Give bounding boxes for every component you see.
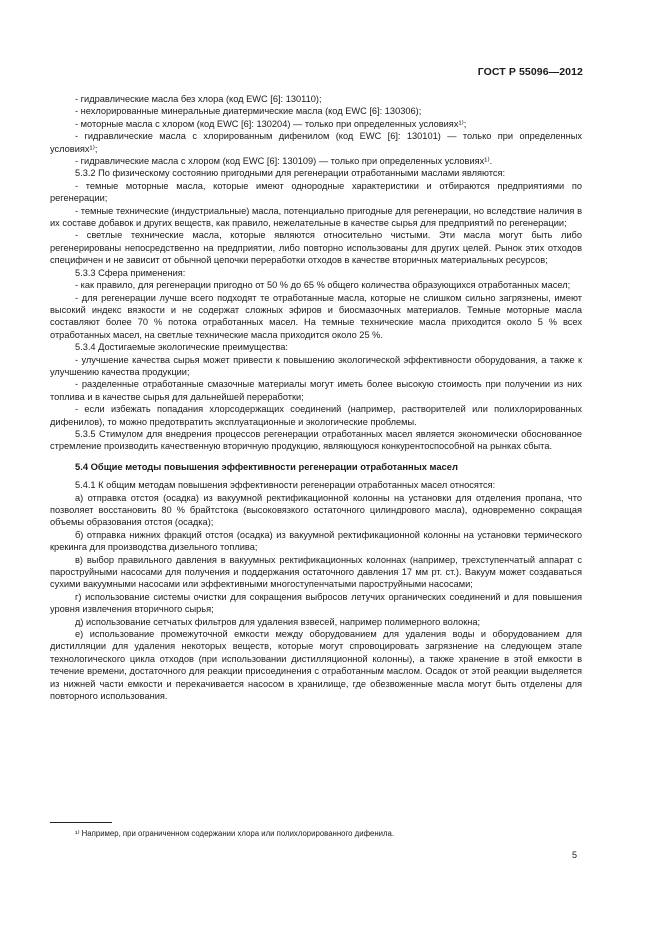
list-item: - темные моторные масла, которые имеют однородные характеристики и отбираются предприятиями по регенерации;	[50, 180, 582, 204]
document-body	[50, 93, 582, 703]
list-item: - разделенные отработанные смазочные материалы могут иметь более высокую стоимость при получении из них топлива и в качестве сырья для дальнейшей переработки;	[50, 379, 582, 402]
list-item: б) отправка нижних фракций отстоя (осадка) из вакуумной ректификационной колонны на установки термического крекинга для производства дизельного топлива;	[50, 529, 582, 553]
list-item: е) использование промежуточной емкости между оборудованием для удаления воды и оборудованием для дистилляции для удаления некоторых веществ, которые могут спровоцировать загрязнение на следующем этапе технологического цикла отходов (при использовании дистилляционной колонны), а также хранение в этой емкости в течение времени, достаточного для реакции присоединения с отработанным маслом. Осадок от этой реакции выделяется из нижней части емкости и перекачивается насосом в хранилище, где обезвоженные масла могут быть отделены для повторного использования.	[50, 629, 582, 702]
list-item: - для регенерации лучше всего подходят те отработанные масла, которые не слишком сильно загрязнены, имеют высокий индекс вязкости и не содержат сложных эфиров и биосмазочных материалов. Темные моторные масла составляют более 70 % потока отработанных масел. На темные технические масла приходится около 5 % всех отработанных масел, на светлые технические масла приходится около 25 %.	[50, 292, 582, 340]
clause-5-3-4: 5.3.4 Достигаемые экологические преимущества:	[75, 342, 288, 353]
list-item: в) выбор правильного давления в вакуумных ректификационных колоннах (например, трехступенчатый аппарат с пароструйными насосами для получения и поддержания остаточного давления 17 мм рт. ст.). Вакуум может создаваться сухими вакуумными насосами или эффективными многоступенчатыми пароструйными насосами;	[50, 554, 582, 590]
document-header: ГОСТ Р 55096—2012	[477, 66, 583, 78]
list-item: - светлые технические масла, которые являются относительно чистыми. Эти масла могут быть либо регенерированы непосредственно на предприятии, либо повторно использованы для других целей. Рынок этих отходов специфичен и не зависит от обычной цепочки переработки отходов в качестве вторичных материальных ресурсов;	[50, 230, 582, 266]
clause-5-4-1: 5.4.1 К общим методам повышения эффективности регенерации отработанных масел относятся:	[75, 480, 496, 491]
list-item: - нехлорированные минеральные диатермические масла (код EWC [6]: 130306);	[75, 106, 422, 117]
list-item: - моторные масла с хлором (код EWC [6]: 130204) — только при определенных условиях¹⁾;	[75, 118, 467, 129]
clause-5-3-5: 5.3.5 Стимулом для внедрения процессов регенерации отработанных масел является экономически обоснованное стремление производить качественную вторичную продукцию, являющуюся конкурентоспособной на рынках сбыта.	[50, 428, 582, 452]
list-item: - гидравлические масла с хлорированным дифенилом (код EWC [6]: 130101) — только при определенных условиях¹⁾;	[50, 131, 582, 154]
footnote: ¹⁾ Например, при ограниченном содержании хлора или полихлорированного дифенила.	[75, 829, 395, 838]
list-item: - темные технические (индустриальные) масла, потенциально пригодные для регенерации, но вследствие наличия в их составе добавок и других веществ, как правило, нежелательные в качестве сырья для предприятий по регенерации;	[50, 205, 582, 229]
list-item: - улучшение качества сырья может привести к повышению экологической эффективности оборудования, а также к улучшению качества продукции;	[50, 354, 582, 377]
list-item: - если избежать попадания хлорсодержащих соединений (например, растворителей или полихлорированных дифенилов), то можно предотвратить эксплуатационные и экологические проблемы.	[50, 404, 582, 427]
list-item: - гидравлические масла без хлора (код EWC [6]: 130110);	[75, 94, 322, 104]
list-item: - как правило, для регенерации пригодно от 50 % до 65 % общего количества образующихся отработанных масел;	[75, 280, 571, 291]
clause-5-3-3: 5.3.3 Сфера применения:	[75, 267, 186, 278]
list-item: г) использование системы очистки для сокращения выбросов летучих органических соединений и для повышения уровня извлечения вторичного сырья;	[50, 591, 582, 615]
list-item: д) использование сетчатых фильтров для удаления взвесей, например полимерного волокна;	[75, 616, 481, 627]
list-item: - гидравлические масла с хлором (код EWC [6]: 130109) — только при определенных условиях¹⁾.	[75, 156, 493, 167]
section-heading: 5.4 Общие методы повышения эффективности регенерации отработанных масел	[75, 460, 458, 472]
footnote-divider	[50, 822, 112, 823]
page-number: 5	[571, 850, 577, 860]
clause-5-3-2: 5.3.2 По физическому состоянию пригодными для регенерации отработанными маслами являются:	[75, 168, 506, 179]
list-item: а) отправка отстоя (осадка) из вакуумной ректификационной колонны на установки для отделения пропана, что позволяет восстановить 80 % брайтстока (высоковязкого остаточного цилиндрового масла), одновременно сокращая объемы образования отстоя (осадка);	[50, 492, 582, 528]
